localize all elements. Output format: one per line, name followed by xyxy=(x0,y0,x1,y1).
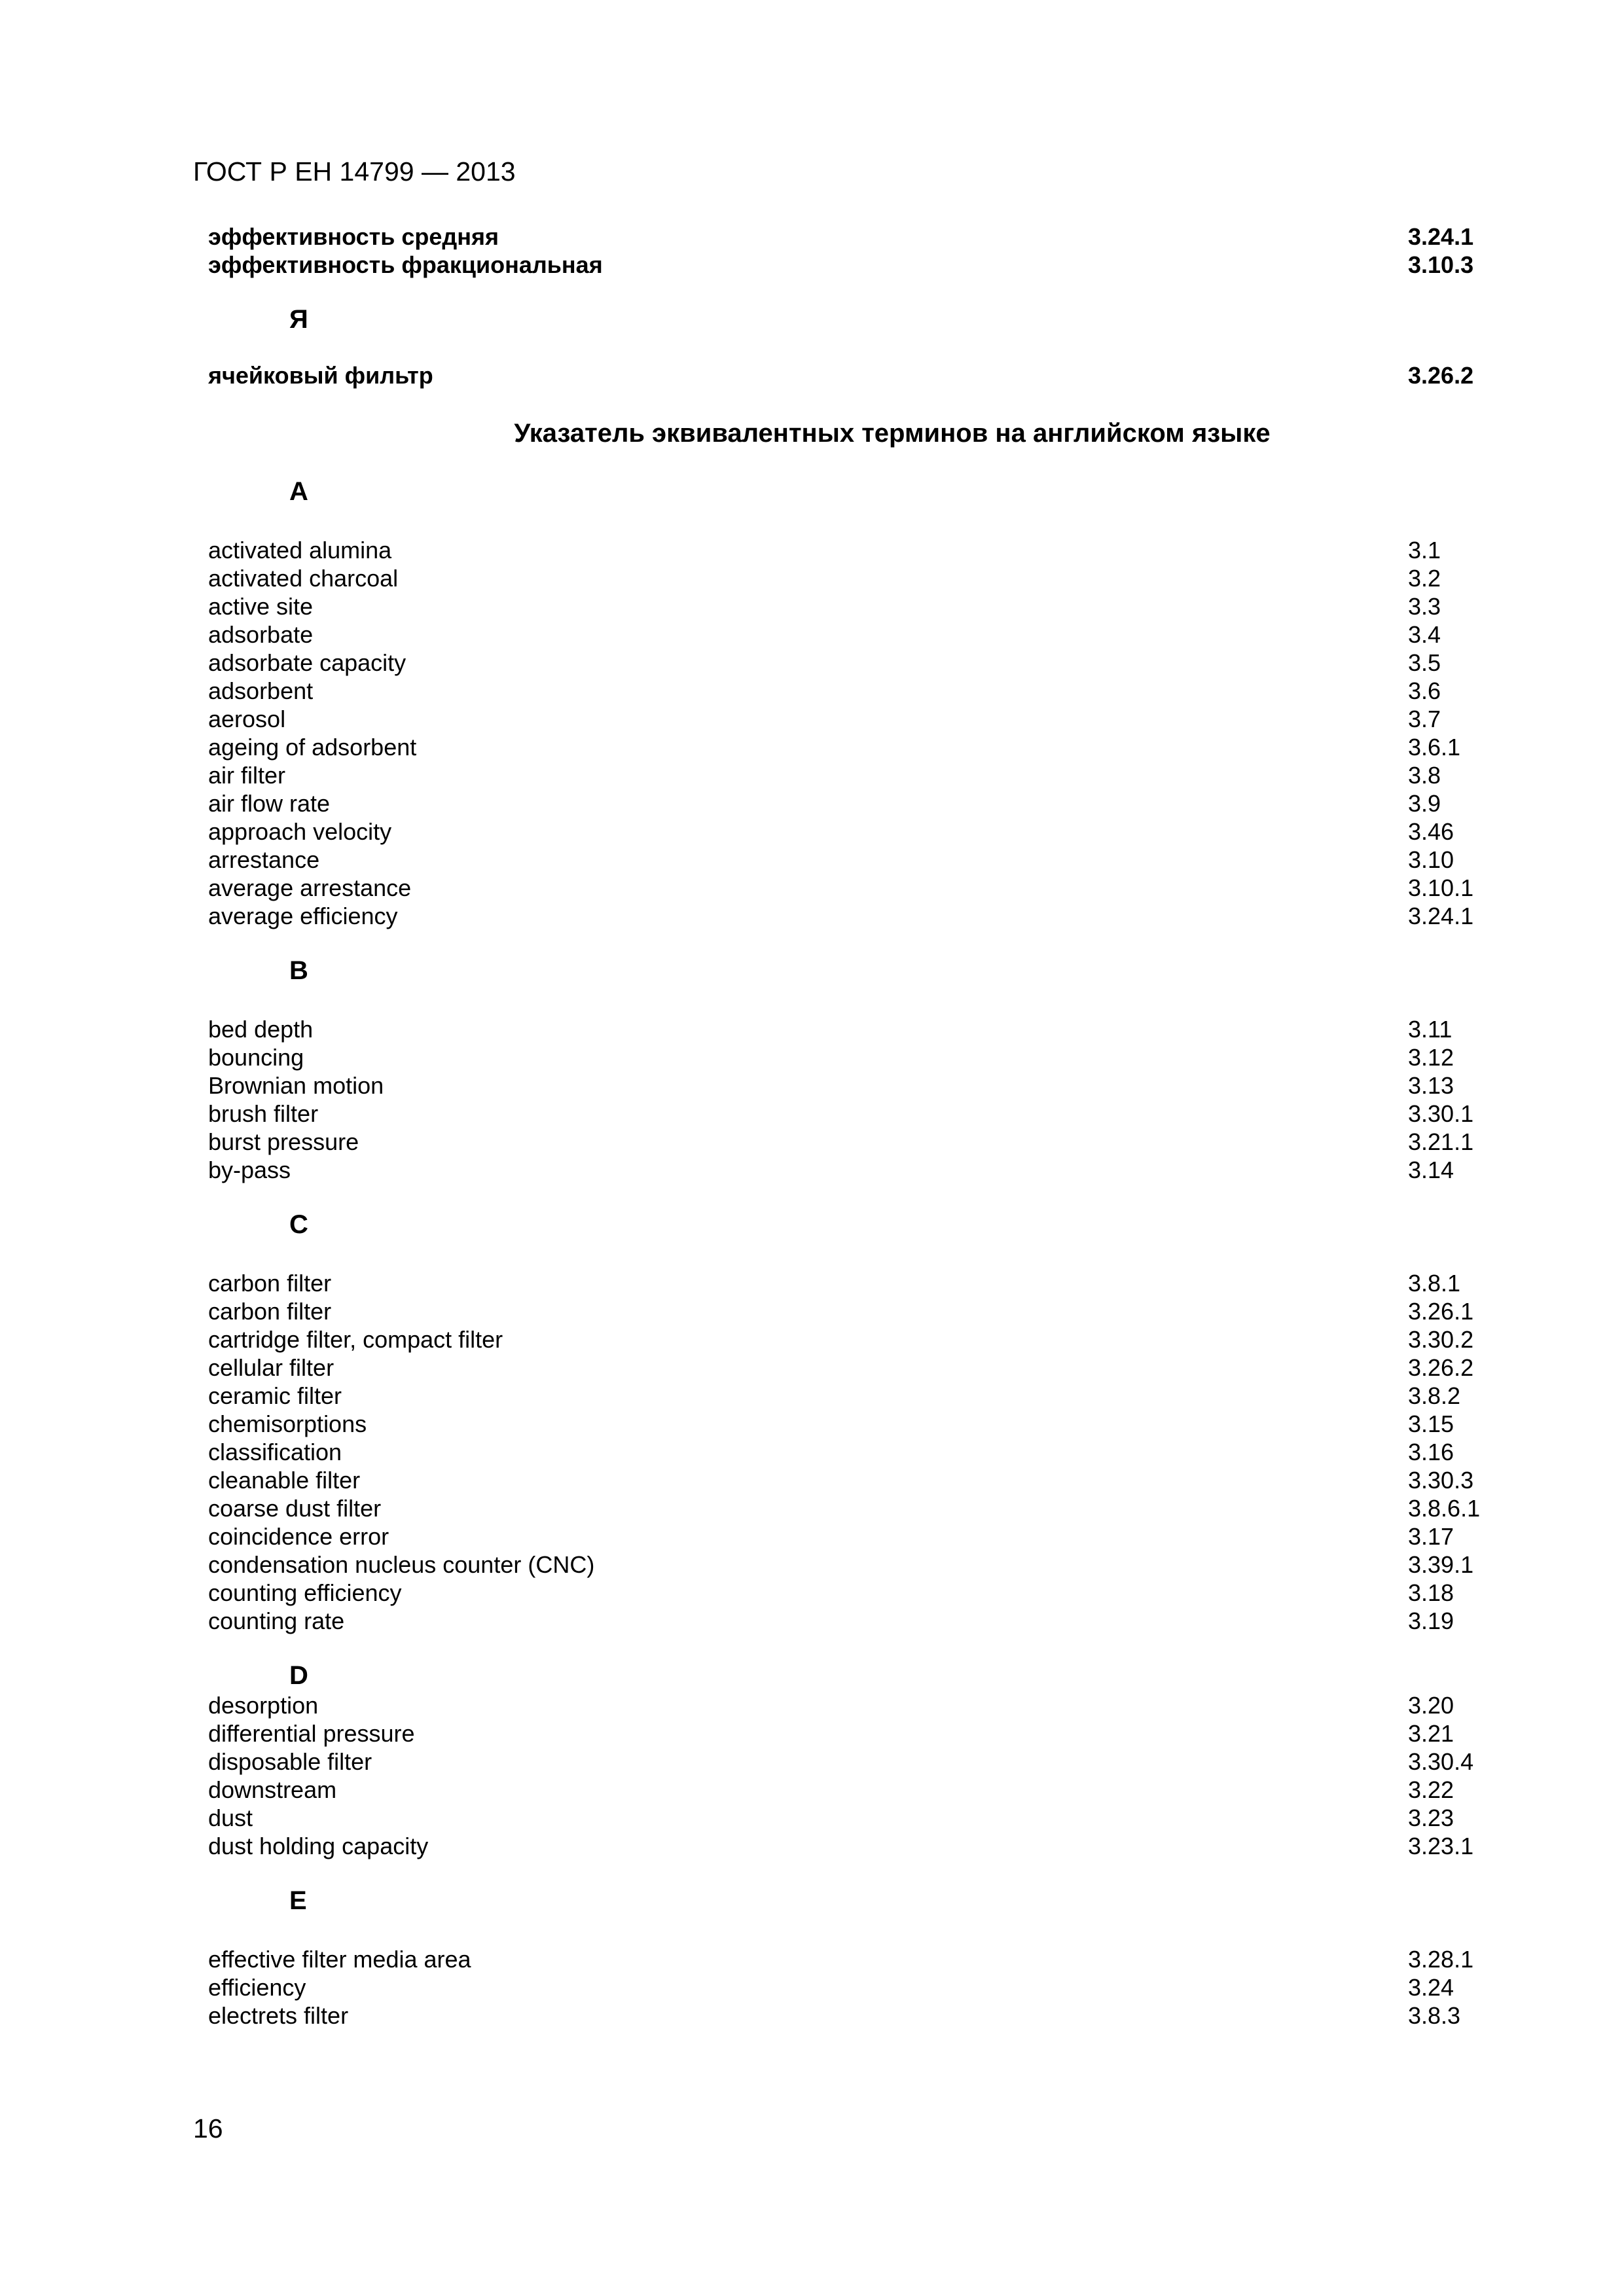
index-reference: 3.19 xyxy=(1408,1607,1454,1634)
index-entry xyxy=(208,733,1491,761)
index-reference: 3.6 xyxy=(1408,677,1441,704)
index-group xyxy=(208,1885,1491,2030)
index-term: carbon filter xyxy=(208,1270,332,1297)
index-entry xyxy=(208,677,1491,705)
index-entry xyxy=(208,1325,1491,1354)
letter-heading: B xyxy=(289,956,308,985)
index-entry xyxy=(208,620,1491,649)
index-term: adsorbate capacity xyxy=(208,649,406,676)
russian-index-top xyxy=(208,223,1491,279)
index-entry xyxy=(208,1156,1491,1184)
index-entry xyxy=(208,2001,1491,2030)
index-term: efficiency xyxy=(208,1974,306,2001)
index-entry xyxy=(208,1297,1491,1325)
index-term: condensation nucleus counter (CNC) xyxy=(208,1551,595,1578)
index-reference: 3.5 xyxy=(1408,649,1441,676)
index-reference: 3.6.1 xyxy=(1408,734,1461,761)
index-entry xyxy=(208,1832,1491,1860)
index-term: active site xyxy=(208,593,314,620)
index-reference: 3.11 xyxy=(1408,1016,1453,1043)
letter-heading: A xyxy=(289,477,308,506)
index-reference: 3.8 xyxy=(1408,762,1441,789)
index-group xyxy=(208,476,1491,955)
index-reference: 3.7 xyxy=(1408,706,1441,732)
index-entry xyxy=(208,902,1491,930)
index-entry xyxy=(208,564,1491,592)
index-term: dust holding capacity xyxy=(208,1833,429,1859)
letter-heading: E xyxy=(289,1886,307,1915)
letter-heading: C xyxy=(289,1210,308,1239)
index-entry xyxy=(208,1269,1491,1297)
index-entry xyxy=(208,1719,1491,1748)
index-term: brush filter xyxy=(208,1100,319,1127)
index-entry xyxy=(208,592,1491,620)
index-entry xyxy=(208,649,1491,677)
index-term: desorption xyxy=(208,1692,319,1719)
index-term: air flow rate xyxy=(208,790,331,817)
index-entry xyxy=(208,1382,1491,1410)
index-entry xyxy=(208,817,1491,846)
index-term: ageing of adsorbent xyxy=(208,734,417,761)
index-reference: 3.46 xyxy=(1408,818,1454,845)
index-entry xyxy=(208,361,1491,389)
index-reference: 3.8.3 xyxy=(1408,2002,1461,2029)
index-entry xyxy=(208,1607,1491,1635)
index-group xyxy=(208,1209,1491,1660)
index-entry xyxy=(208,1973,1491,2001)
index-reference: 3.39.1 xyxy=(1408,1551,1474,1578)
index-term: downstream xyxy=(208,1776,337,1803)
index-term: bouncing xyxy=(208,1044,304,1071)
letter-heading: D xyxy=(289,1661,308,1690)
index-reference: 3.24 xyxy=(1408,1974,1454,2001)
index-term: counting rate xyxy=(208,1607,345,1634)
index-term: disposable filter xyxy=(208,1748,372,1775)
index-reference: 3.8.1 xyxy=(1408,1270,1461,1297)
index-term: by-pass xyxy=(208,1157,291,1183)
index-entry xyxy=(208,536,1491,564)
index-reference: 3.3 xyxy=(1408,593,1441,620)
index-entry xyxy=(208,251,1491,279)
index-reference: 3.14 xyxy=(1408,1157,1454,1183)
index-reference: 3.24.1 xyxy=(1408,223,1474,250)
index-term: adsorbate xyxy=(208,621,314,648)
index-term: cellular filter xyxy=(208,1354,334,1381)
index-reference: 3.1 xyxy=(1408,537,1441,564)
index-reference: 3.9 xyxy=(1408,790,1441,817)
index-entry xyxy=(208,223,1491,251)
index-entry xyxy=(208,1551,1491,1579)
document-header: ГОСТ Р ЕН 14799 — 2013 xyxy=(193,156,516,187)
index-term: burst pressure xyxy=(208,1128,359,1155)
index-reference: 3.17 xyxy=(1408,1523,1454,1550)
index-reference: 3.4 xyxy=(1408,621,1441,648)
english-index-groups xyxy=(208,476,1491,2030)
index-reference: 3.2 xyxy=(1408,565,1441,592)
index-group xyxy=(208,1660,1491,1885)
index-entry xyxy=(208,1354,1491,1382)
index-reference: 3.10.3 xyxy=(1408,251,1474,278)
index-entry xyxy=(208,1776,1491,1804)
index-entry xyxy=(208,761,1491,789)
index-term: carbon filter xyxy=(208,1298,332,1325)
index-term: эффективность фракциональная xyxy=(208,251,603,278)
index-reference: 3.12 xyxy=(1408,1044,1454,1071)
index-reference: 3.20 xyxy=(1408,1692,1454,1719)
index-reference: 3.30.2 xyxy=(1408,1326,1474,1353)
index-entry xyxy=(208,1494,1491,1522)
index-entry xyxy=(208,1438,1491,1466)
index-content xyxy=(208,223,1491,2030)
index-term: aerosol xyxy=(208,706,286,732)
index-reference: 3.15 xyxy=(1408,1410,1454,1437)
index-term: effective filter media area xyxy=(208,1946,471,1973)
index-term: average efficiency xyxy=(208,903,398,929)
index-reference: 3.21 xyxy=(1408,1720,1454,1747)
index-entry xyxy=(208,874,1491,902)
index-term: classification xyxy=(208,1439,342,1465)
index-reference: 3.26.2 xyxy=(1408,362,1474,389)
index-reference: 3.18 xyxy=(1408,1579,1454,1606)
index-reference: 3.30.1 xyxy=(1408,1100,1474,1127)
index-entry xyxy=(208,1579,1491,1607)
index-entry xyxy=(208,1128,1491,1156)
index-reference: 3.23.1 xyxy=(1408,1833,1474,1859)
index-term: approach velocity xyxy=(208,818,392,845)
index-term: Brownian motion xyxy=(208,1072,384,1099)
index-reference: 3.16 xyxy=(1408,1439,1454,1465)
index-term: activated charcoal xyxy=(208,565,399,592)
index-term: cleanable filter xyxy=(208,1467,361,1494)
index-reference: 3.30.4 xyxy=(1408,1748,1474,1775)
index-reference: 3.10.1 xyxy=(1408,874,1474,901)
index-reference: 3.26.1 xyxy=(1408,1298,1474,1325)
russian-index-bottom xyxy=(208,361,1491,389)
index-reference: 3.26.2 xyxy=(1408,1354,1474,1381)
index-reference: 3.21.1 xyxy=(1408,1128,1474,1155)
index-term: electrets filter xyxy=(208,2002,349,2029)
index-term: average arrestance xyxy=(208,874,412,901)
index-term: chemisorptions xyxy=(208,1410,367,1437)
english-index-title: Указатель эквивалентных терминов на английском языке xyxy=(514,419,1271,448)
index-term: air filter xyxy=(208,762,286,789)
index-entry xyxy=(208,1466,1491,1494)
index-reference: 3.23 xyxy=(1408,1804,1454,1831)
index-entry xyxy=(208,1804,1491,1832)
index-entry xyxy=(208,789,1491,817)
index-term: ячейковый фильтр xyxy=(208,362,433,389)
index-entry xyxy=(208,1410,1491,1438)
index-entry xyxy=(208,1015,1491,1043)
index-group xyxy=(208,955,1491,1209)
index-entry xyxy=(208,705,1491,733)
index-term: ceramic filter xyxy=(208,1382,342,1409)
index-term: activated alumina xyxy=(208,537,392,564)
index-entry xyxy=(208,1100,1491,1128)
index-entry xyxy=(208,1071,1491,1100)
index-term: coarse dust filter xyxy=(208,1495,382,1522)
index-term: bed depth xyxy=(208,1016,314,1043)
index-reference: 3.28.1 xyxy=(1408,1946,1474,1973)
index-reference: 3.24.1 xyxy=(1408,903,1474,929)
index-reference: 3.13 xyxy=(1408,1072,1454,1099)
index-term: adsorbent xyxy=(208,677,314,704)
index-term: arrestance xyxy=(208,846,320,873)
index-reference: 3.30.3 xyxy=(1408,1467,1474,1494)
index-term: эффективность средняя xyxy=(208,223,499,250)
index-term: dust xyxy=(208,1804,253,1831)
index-reference: 3.8.2 xyxy=(1408,1382,1461,1409)
index-entry xyxy=(208,1945,1491,1973)
index-reference: 3.10 xyxy=(1408,846,1454,873)
letter-heading-ya: Я xyxy=(289,305,308,334)
index-term: coincidence error xyxy=(208,1523,389,1550)
index-term: counting efficiency xyxy=(208,1579,402,1606)
index-entry xyxy=(208,1522,1491,1551)
index-term: cartridge filter, compact filter xyxy=(208,1326,503,1353)
index-entry xyxy=(208,1691,1491,1719)
index-entry xyxy=(208,1043,1491,1071)
index-term: differential pressure xyxy=(208,1720,415,1747)
index-entry xyxy=(208,1748,1491,1776)
index-reference: 3.22 xyxy=(1408,1776,1454,1803)
index-entry xyxy=(208,846,1491,874)
page-number: 16 xyxy=(193,2113,223,2144)
index-reference: 3.8.6.1 xyxy=(1408,1495,1481,1522)
